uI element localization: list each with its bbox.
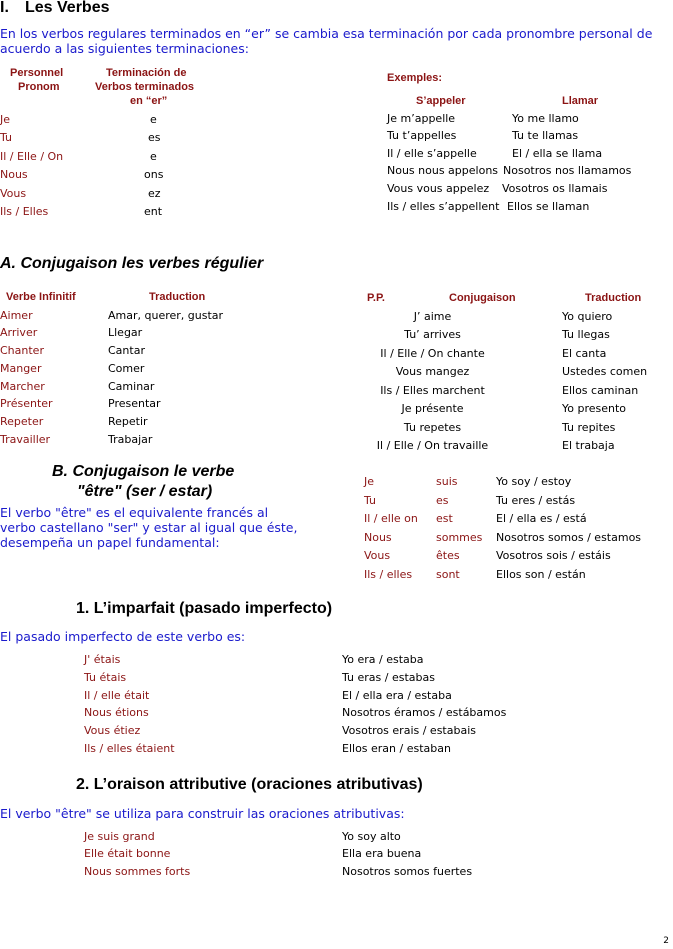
table-row — [387, 129, 667, 147]
spanish-conj: Ellos caminan — [562, 384, 639, 397]
spanish-verb: Trabajar — [108, 433, 153, 446]
imparfait-title: 1. L’imparfait (pasado imperfecto) — [76, 600, 333, 617]
spanish-conj: Yo presento — [562, 402, 627, 415]
spanish-text: Yo era / estaba — [342, 653, 424, 666]
table-row — [340, 384, 670, 402]
french-conj: Je présente — [401, 402, 464, 415]
french-text: Vous étiez — [84, 724, 141, 737]
examples-col1: S’appeler — [416, 95, 466, 107]
table-row — [0, 344, 260, 362]
table-row — [387, 200, 667, 218]
page-number: 2 — [663, 936, 669, 946]
spanish-text: Ellos son / están — [496, 568, 586, 581]
french-text: Il / elle s’appelle — [387, 147, 477, 160]
table-row — [364, 475, 664, 493]
spanish-conj: Ustedes comen — [562, 365, 648, 378]
verb-form: suis — [436, 475, 458, 488]
french-text: Tu t’appelles — [387, 129, 457, 142]
table-row — [0, 326, 260, 344]
imparfait-intro: El pasado imperfecto de este verbo es: — [0, 629, 246, 644]
table-row — [84, 865, 524, 883]
french-conj: Vous mangez — [395, 365, 470, 378]
ending: ent — [144, 205, 163, 218]
table-row — [387, 164, 667, 182]
table-row — [387, 182, 667, 200]
header-infinitive: Verbe Infinitif — [6, 291, 76, 303]
ending: e — [150, 150, 157, 163]
verb-form: sommes — [436, 531, 483, 544]
header-conjugation: Conjugaison — [449, 292, 516, 304]
spanish-text: Ella era buena — [342, 847, 422, 860]
table-row — [84, 847, 524, 865]
french-text: Nous sommes forts — [84, 865, 191, 878]
table-row — [84, 706, 524, 724]
spanish-text: Tu te llamas — [512, 129, 579, 142]
french-conj: Tu repetes — [403, 421, 462, 434]
table-row — [0, 168, 200, 186]
french-verb: Chanter — [0, 344, 44, 357]
verb-form: sont — [436, 568, 460, 581]
section-number: I. — [0, 0, 9, 16]
table-row — [84, 671, 524, 689]
french-verb: Manger — [0, 362, 42, 375]
intro-line-2: acuerdo a las siguientes terminaciones: — [0, 41, 249, 56]
table-row — [340, 310, 670, 328]
ending: ons — [144, 168, 164, 181]
spanish-verb: Cantar — [108, 344, 145, 357]
ending: es — [148, 131, 161, 144]
spanish-conj: Tu llegas — [562, 328, 610, 341]
spanish-conj: Yo quiero — [562, 310, 613, 323]
section-b-title-2: "être" (ser / estar) — [77, 483, 213, 500]
french-conj: Il / Elle / On travaille — [376, 439, 489, 452]
spanish-text: Yo me llamo — [512, 112, 579, 125]
spanish-text: Tu eres / estás — [496, 494, 576, 507]
french-conj: J’ aime — [413, 310, 452, 323]
section-a-title: A. Conjugaison les verbes régulier — [0, 255, 264, 272]
spanish-conj: Tu repites — [562, 421, 616, 434]
spanish-text: Nosotros somos / estamos — [496, 531, 642, 544]
header-ending-3: en “er” — [130, 95, 168, 107]
spanish-verb: Repetir — [108, 415, 148, 428]
table-row — [387, 147, 667, 165]
header-pronoun-2: Pronom — [18, 81, 60, 93]
header-pp: P.P. — [367, 292, 385, 304]
spanish-verb: Comer — [108, 362, 145, 375]
french-text: Je suis grand — [84, 830, 155, 843]
french-text: Nous nous appelons — [387, 164, 499, 177]
table-row — [387, 112, 667, 130]
table-row — [364, 494, 664, 512]
pronoun: Vous — [0, 187, 27, 200]
verb-form: est — [436, 512, 453, 525]
pronoun: Il / Elle / On — [0, 150, 64, 163]
pronoun: Il / elle on — [364, 512, 418, 525]
table-row — [364, 549, 664, 567]
table-row — [364, 512, 664, 530]
spanish-verb: Presentar — [108, 397, 161, 410]
verb-form: es — [436, 494, 449, 507]
table-row — [84, 653, 524, 671]
pronoun: Ils / Elles — [0, 205, 49, 218]
header-conj-translation: Traduction — [585, 292, 642, 304]
examples-col2: Llamar — [562, 95, 599, 107]
section-title: Les Verbes — [25, 0, 110, 16]
table-row — [0, 205, 200, 223]
spanish-text: Nosotros nos llamamos — [503, 164, 632, 177]
french-verb: Repeter — [0, 415, 44, 428]
spanish-conj: El trabaja — [562, 439, 615, 452]
spanish-text: Ellos se llaman — [507, 200, 590, 213]
attributive-intro: El verbo "être" se utiliza para construir las oraciones atributivas: — [0, 806, 405, 821]
section-b-text-1: El verbo "être" es el equivalente francés al — [0, 505, 269, 520]
spanish-text: Nosotros somos fuertes — [342, 865, 473, 878]
examples-label: Exemples: — [387, 72, 443, 84]
table-row — [364, 531, 664, 549]
table-row — [0, 433, 260, 451]
table-row — [0, 397, 260, 415]
spanish-text: Vosotros sois / estáis — [496, 549, 611, 562]
french-text: Tu étais — [84, 671, 127, 684]
pronoun: Vous — [364, 549, 391, 562]
table-row — [340, 439, 670, 457]
table-row — [84, 830, 524, 848]
spanish-text: Yo soy alto — [342, 830, 401, 843]
attributive-title: 2. L’oraison attributive (oraciones atributivas) — [76, 776, 423, 793]
spanish-conj: El canta — [562, 347, 607, 360]
spanish-text: Vosotros os llamais — [502, 182, 608, 195]
section-b-text-3: desempeña un papel fundamental: — [0, 535, 220, 550]
spanish-text: Yo soy / estoy — [496, 475, 572, 488]
table-row — [0, 380, 260, 398]
header-pronoun-1: Personnel — [10, 67, 64, 79]
table-row — [84, 742, 524, 760]
pronoun: Nous — [0, 168, 28, 181]
spanish-verb: Llegar — [108, 326, 143, 339]
table-row — [84, 689, 524, 707]
pronoun: Nous — [364, 531, 392, 544]
table-row — [0, 131, 200, 149]
spanish-text: El / ella era / estaba — [342, 689, 452, 702]
french-verb: Marcher — [0, 380, 45, 393]
table-row — [0, 150, 200, 168]
section-b-title-1: B. Conjugaison le verbe — [52, 463, 235, 480]
pronoun: Ils / elles — [364, 568, 413, 581]
table-row — [0, 309, 260, 327]
french-text: Il / elle était — [84, 689, 150, 702]
table-row — [340, 365, 670, 383]
table-row — [0, 187, 200, 205]
french-verb: Aimer — [0, 309, 33, 322]
french-verb: Arriver — [0, 326, 38, 339]
header-ending-1: Terminación de — [106, 67, 187, 79]
verb-form: êtes — [436, 549, 460, 562]
table-row — [84, 724, 524, 742]
french-text: Vous vous appelez — [387, 182, 490, 195]
french-conj: Il / Elle / On chante — [380, 347, 485, 360]
french-verb: Présenter — [0, 397, 53, 410]
spanish-text: Nosotros éramos / estábamos — [342, 706, 507, 719]
spanish-text: El / ella se llama — [512, 147, 603, 160]
table-row — [340, 328, 670, 346]
ending: ez — [148, 187, 161, 200]
spanish-text: Tu eras / estabas — [342, 671, 435, 684]
table-row — [0, 415, 260, 433]
french-conj: Ils / Elles marchent — [380, 384, 485, 397]
spanish-text: Vosotros erais / estabais — [342, 724, 476, 737]
pronoun: Je — [0, 113, 11, 126]
spanish-text: El / ella es / está — [496, 512, 587, 525]
table-row — [340, 421, 670, 439]
french-verb: Travailler — [0, 433, 51, 446]
spanish-text: Ellos eran / estaban — [342, 742, 451, 755]
intro-line-1: En los verbos regulares terminados en “er” se cambia esa terminación por cada pronombre personal de — [0, 26, 653, 41]
pronoun: Je — [364, 475, 375, 488]
table-row — [0, 362, 260, 380]
french-text: Ils / elles étaient — [84, 742, 175, 755]
table-row — [340, 402, 670, 420]
pronoun: Tu — [0, 131, 13, 144]
header-ending-2: Verbos terminados — [95, 81, 195, 93]
french-text: J' étais — [84, 653, 121, 666]
french-text: Je m’appelle — [387, 112, 456, 125]
pronoun: Tu — [364, 494, 377, 507]
spanish-verb: Amar, querer, gustar — [108, 309, 224, 322]
table-row — [0, 113, 200, 131]
french-text: Nous étions — [84, 706, 149, 719]
french-text: Ils / elles s’appellent — [387, 200, 500, 213]
french-conj: Tu’ arrives — [404, 328, 461, 341]
ending: e — [150, 113, 157, 126]
spanish-verb: Caminar — [108, 380, 155, 393]
table-row — [340, 347, 670, 365]
table-row — [364, 568, 664, 586]
french-text: Elle était bonne — [84, 847, 171, 860]
header-translation: Traduction — [149, 291, 206, 303]
section-b-text-2: verbo castellano "ser" y estar al igual que éste, — [0, 520, 298, 535]
